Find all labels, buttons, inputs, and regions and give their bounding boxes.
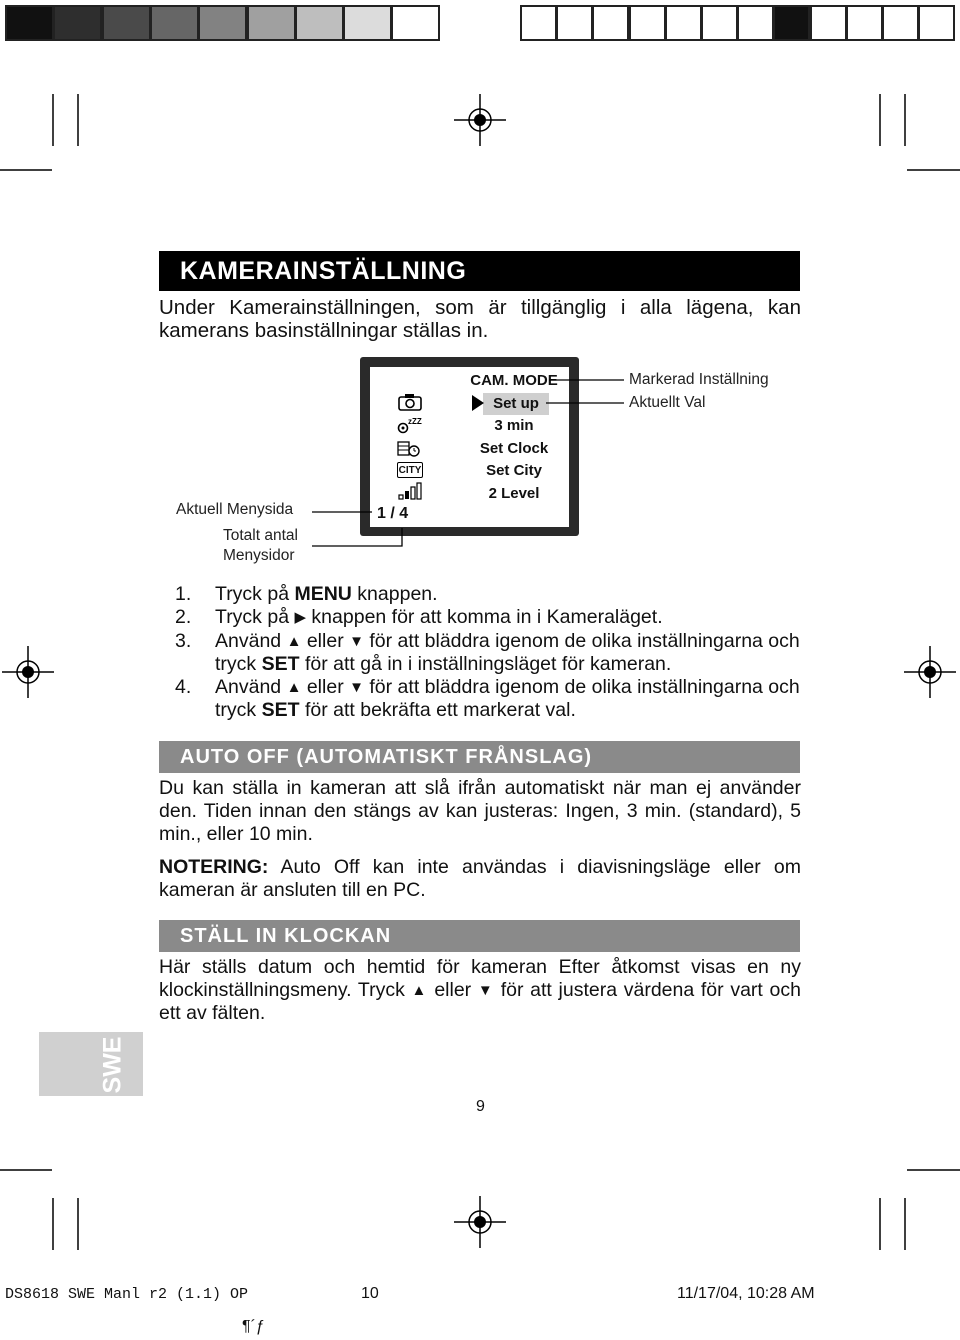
step-number: 1. — [175, 583, 192, 605]
svg-text:zZZ: zZZ — [408, 417, 422, 426]
registration-mark-left — [2, 646, 54, 698]
menu-item: 2 Level — [488, 484, 540, 502]
page-title: KAMERAINSTÄLLNING — [159, 251, 800, 291]
auto-off-body: Du kan ställa in kameran att slå ifrån automatiskt när man ej använder den. Tiden innan den stängs av kan justeras: Ingen, 3 min. (standard), 5 min., eller 10 min. — [159, 777, 801, 845]
up-arrow-icon: ▲ — [411, 982, 428, 999]
step-4 — [175, 676, 805, 723]
menu-item: Set City — [486, 462, 542, 479]
step-text: Tryck på — [215, 606, 295, 629]
clock-text: Här ställs datum och hemtid för kameran Efter åtkomst visas en ny klockinställningsmeny. Tryck — [159, 956, 801, 1001]
menu-item: CAM. MODE — [470, 372, 558, 389]
footer-timestamp: 11/17/04, 10:28 AM — [677, 1285, 815, 1302]
down-arrow-icon: ▼ — [349, 632, 364, 650]
menu-item-selected: Set up — [483, 393, 549, 416]
footer-file-name: DS8618 SWE Manl r2 (1.1) OP — [5, 1286, 249, 1303]
instruction-steps — [175, 583, 805, 723]
set-key-label: SET — [261, 699, 300, 722]
registration-mark-bottom — [454, 1196, 506, 1248]
set-key-label: SET — [261, 652, 300, 675]
step-1 — [175, 583, 805, 606]
right-arrow-icon: ▶ — [294, 609, 307, 627]
clock-body — [159, 956, 801, 1025]
step-text: Tryck på — [215, 583, 295, 605]
section-heading-clock: STÄLL IN KLOCKAN — [159, 920, 800, 952]
city-icon: CITY — [397, 462, 423, 478]
footer-garbled-text: ¶´ƒ — [242, 1318, 265, 1335]
menu-item: Set Clock — [479, 439, 549, 457]
step-number: 3. — [175, 629, 192, 652]
down-arrow-icon: ▼ — [349, 679, 364, 697]
callout-total-pages-1: Totalt antal — [223, 527, 298, 544]
callout-marked-setting: Markerad Inställning — [629, 371, 769, 388]
step-text: knappen för att komma in i Kameraläget. — [306, 606, 663, 629]
footer-sheet-number: 10 — [361, 1285, 379, 1302]
callout-current-menu-page: Aktuell Menysida — [176, 501, 294, 518]
step-text: Använd — [215, 676, 287, 699]
step-text: eller — [301, 629, 350, 652]
clock-text: för att justera värdena för vart och ett av fälten. — [159, 979, 801, 1024]
step-text: knappen. — [351, 583, 438, 605]
intro-paragraph: Under Kamerainställningen, som är tillgänglig i alla lägena, kan kamerans basinställningar ställas in. — [159, 296, 801, 342]
step-text: för att bläddra igenom de olika inställningarna och tryck — [215, 629, 800, 675]
up-arrow-icon: ▲ — [286, 632, 302, 650]
step-text: för att bekräfta ett markerat val. — [299, 699, 576, 722]
step-text: eller — [301, 676, 350, 699]
down-arrow-icon: ▼ — [477, 982, 494, 999]
page-indicator: 1 / 4 — [377, 505, 409, 522]
page-number: 9 — [476, 1098, 485, 1115]
step-text: Använd — [215, 629, 287, 652]
step-3 — [175, 630, 805, 677]
step-number: 2. — [175, 606, 192, 629]
note-text: Auto Off kan inte användas i diavisningsläge eller om kameran är ansluten till en PC. — [159, 856, 801, 901]
up-arrow-icon: ▲ — [286, 679, 302, 697]
auto-off-note — [159, 856, 801, 902]
note-label: NOTERING: — [159, 856, 269, 878]
step-number: 4. — [175, 676, 192, 699]
callout-total-pages-2: Menysidor — [223, 547, 295, 564]
step-2 — [175, 606, 805, 629]
step-text: för att bläddra igenom de olika inställningarna och tryck — [215, 676, 800, 722]
callout-current-value: Aktuellt Val — [629, 394, 706, 411]
clock-text: eller — [427, 979, 478, 1001]
registration-mark-right — [904, 646, 956, 698]
step-text: för att gå in i inställningsläget för kameran. — [299, 652, 672, 675]
menu-item: 3 min — [494, 417, 534, 434]
callout-lines — [0, 0, 960, 600]
language-tab-label: SWE — [98, 1036, 127, 1094]
menu-key-label: MENU — [294, 583, 352, 605]
section-heading-auto-off: AUTO OFF (AUTOMATISKT FRÅNSLAG) — [159, 741, 800, 773]
